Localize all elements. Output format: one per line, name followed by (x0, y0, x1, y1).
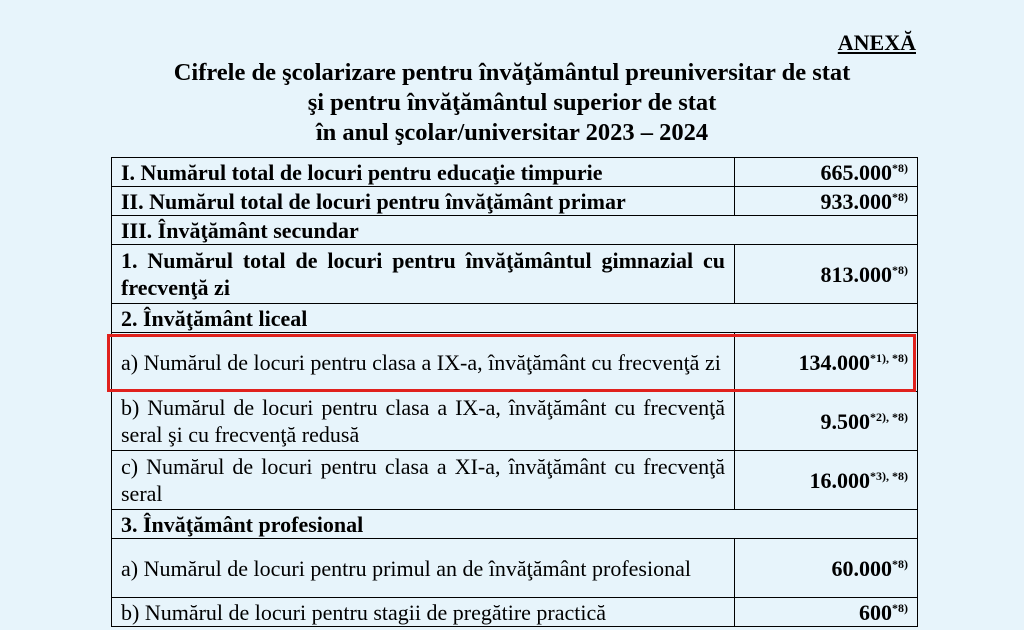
row-value: $16.000^{*3), *8)}$ (735, 451, 918, 510)
row-value: 933.000$^{*8)}$ (735, 187, 918, 216)
table-row (112, 216, 918, 245)
row-label: c) Numărul de locuri pentru clasa a XI-a, învăţământ cu frecvenţă seral (112, 451, 735, 510)
table-row (112, 187, 918, 216)
table-row (112, 598, 918, 627)
document-title (0, 58, 1024, 148)
row-value: 60.000$^{*8)}$ (735, 539, 918, 598)
row-value: $134.000^{*1), *8)}$ (735, 333, 918, 392)
row-value: 813.000$^{*8)}$ (735, 245, 918, 304)
section-heading: 2. Învăţământ liceal (112, 304, 918, 333)
row-value: 600$^{*8)}$ (735, 598, 918, 627)
table-row (112, 304, 918, 333)
row-label: a) Numărul de locuri pentru primul an de învăţământ profesional (112, 539, 735, 598)
title-line-1: Cifrele de şcolarizare pentru învăţământul preuniversitar de stat (173, 59, 851, 86)
row-value: 665.000$^{*8)}$ (735, 158, 918, 187)
row-label: I. Numărul total de locuri pentru educaţie timpurie (112, 158, 735, 187)
row-label: II. Numărul total de locuri pentru învăţământ primar (112, 187, 735, 216)
table-row (112, 451, 918, 510)
row-label: b) Numărul de locuri pentru stagii de pregătire practică (112, 598, 735, 627)
table-row (112, 510, 918, 539)
row-label: a) Numărul de locuri pentru clasa a IX-a, învăţământ cu frecvenţă zi (112, 333, 735, 392)
table-row (112, 333, 918, 392)
title-line-3: în anul şcolar/universitar 2023 – 2024 (315, 119, 709, 146)
row-label: 1. Numărul total de locuri pentru învăţământul gimnazial cu frecvenţă zi (112, 245, 735, 304)
enrollment-table (111, 157, 918, 627)
annex-label: ANEXĂ (837, 30, 916, 55)
section-heading: III. Învăţământ secundar (112, 216, 918, 245)
title-line-2: şi pentru învăţământul superior de stat (307, 89, 717, 116)
table-row (112, 158, 918, 187)
row-value: $9.500^{*2), *8)}$ (735, 392, 918, 451)
section-heading: 3. Învăţământ profesional (112, 510, 918, 539)
table-row (112, 539, 918, 598)
table-row (112, 245, 918, 304)
table-row (112, 392, 918, 451)
row-label: b) Numărul de locuri pentru clasa a IX-a, învăţământ cu frecvenţă seral şi cu frecvenţă redusă (112, 392, 735, 451)
